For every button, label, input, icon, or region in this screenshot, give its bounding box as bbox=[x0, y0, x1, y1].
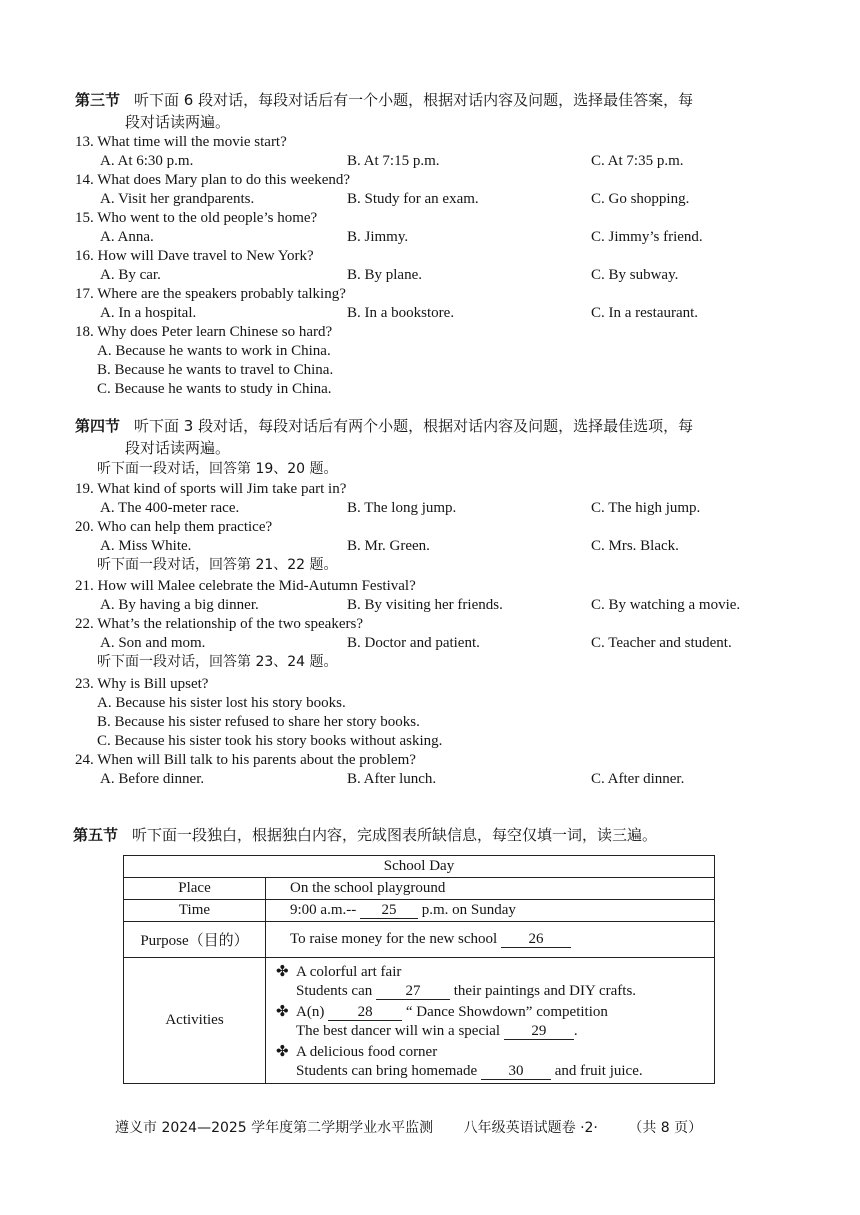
section3-instruction bbox=[75, 89, 795, 133]
q20-option-a: A. Miss White. bbox=[100, 538, 192, 554]
q14-option-c: C. Go shopping. bbox=[591, 191, 690, 207]
question-15: 15. Who went to the old people’s home? bbox=[75, 210, 318, 226]
section3-label: 第三节 bbox=[75, 91, 121, 109]
q18-option-b: B. Because he wants to travel to China. bbox=[97, 362, 334, 378]
question-20: 20. Who can help them practice? bbox=[75, 519, 273, 535]
q20-option-c: C. Mrs. Black. bbox=[591, 538, 679, 554]
blank-26[interactable]: 26 bbox=[501, 931, 571, 948]
q22-option-a: A. Son and mom. bbox=[100, 635, 206, 651]
section4-label: 第四节 bbox=[75, 417, 121, 435]
bullet-icon: ✤ bbox=[276, 1041, 289, 1060]
section4-sub3: 听下面一段对话，回答第 23、24 题。 bbox=[97, 654, 338, 670]
footer-paper-page: 八年级英语试题卷 ·2· bbox=[463, 1120, 598, 1136]
activity2-post: “ Dance Showdown” competition bbox=[405, 1003, 608, 1020]
question-19: 19. What kind of sports will Jim take part in? bbox=[75, 481, 347, 497]
question-14: 14. What does Mary plan to do this weekend? bbox=[75, 172, 351, 188]
q19-option-c: C. The high jump. bbox=[591, 500, 701, 516]
section5-instruction bbox=[73, 824, 813, 846]
activity2-pre: A(n) bbox=[296, 1003, 325, 1020]
q19-option-b: B. The long jump. bbox=[347, 500, 457, 516]
page-footer bbox=[115, 1117, 728, 1137]
q13-option-a: A. At 6:30 p.m. bbox=[100, 153, 194, 169]
q23-option-b: B. Because his sister refused to share her story books. bbox=[97, 714, 420, 730]
q22-option-c: C. Teacher and student. bbox=[591, 635, 732, 651]
table-title: School Day bbox=[124, 856, 715, 878]
q15-option-c: C. Jimmy’s friend. bbox=[591, 229, 703, 245]
q17-option-a: A. In a hospital. bbox=[100, 305, 197, 321]
question-18: 18. Why does Peter learn Chinese so hard? bbox=[75, 324, 333, 340]
blank-30[interactable]: 30 bbox=[481, 1063, 551, 1080]
bullet-icon: ✤ bbox=[276, 1001, 289, 1020]
section4-instruction-line1: 听下面 3 段对话，每段对话后有两个小题，根据对话内容及问题，选择最佳选项，每 bbox=[134, 417, 694, 435]
q24-option-c: C. After dinner. bbox=[591, 771, 685, 787]
activity2-line2-pre: The best dancer will win a special bbox=[296, 1022, 501, 1039]
school-day-table bbox=[123, 855, 715, 1084]
place-value: On the school playground bbox=[266, 878, 715, 900]
q21-option-c: C. By watching a movie. bbox=[591, 597, 741, 613]
q18-option-a: A. Because he wants to work in China. bbox=[97, 343, 331, 359]
activity3-pre: Students can bring homemade bbox=[296, 1062, 478, 1079]
section3-instruction-line1: 听下面 6 段对话，每段对话后有一个小题，根据对话内容及问题，选择最佳答案，每 bbox=[134, 91, 694, 109]
section5-instruction-text: 听下面一段独白，根据独白内容，完成图表所缺信息，每空仅填一词，读三遍。 bbox=[132, 826, 658, 844]
q17-option-c: C. In a restaurant. bbox=[591, 305, 699, 321]
footer-total-pages: （共 8 页） bbox=[628, 1120, 703, 1136]
q15-option-b: B. Jimmy. bbox=[347, 229, 409, 245]
section4-sub2: 听下面一段对话，回答第 21、22 题。 bbox=[97, 557, 338, 573]
time-label: Time bbox=[124, 900, 266, 922]
activity2-line2-post: . bbox=[573, 1022, 578, 1039]
activity1-title: A colorful art fair bbox=[296, 963, 402, 980]
time-value bbox=[266, 900, 715, 922]
section5-label: 第五节 bbox=[73, 826, 119, 844]
q24-option-a: A. Before dinner. bbox=[100, 771, 205, 787]
activities-list bbox=[266, 958, 715, 1084]
section4-instruction-line2: 段对话读两遍。 bbox=[125, 439, 231, 457]
section3-instruction-line2: 段对话读两遍。 bbox=[125, 113, 231, 131]
q13-option-c: C. At 7:35 p.m. bbox=[591, 153, 684, 169]
q24-option-b: B. After lunch. bbox=[347, 771, 437, 787]
activity1-pre: Students can bbox=[296, 982, 373, 999]
q16-option-a: A. By car. bbox=[100, 267, 161, 283]
question-22: 22. What’s the relationship of the two speakers? bbox=[75, 616, 363, 632]
time-end: p.m. on Sunday bbox=[421, 902, 516, 918]
q21-option-a: A. By having a big dinner. bbox=[100, 597, 259, 613]
blank-29[interactable]: 29 bbox=[504, 1023, 574, 1040]
purpose-text: To raise money for the new school bbox=[290, 931, 498, 947]
section4-instruction bbox=[75, 415, 795, 459]
question-24: 24. When will Bill talk to his parents about the problem? bbox=[75, 752, 416, 768]
blank-25[interactable]: 25 bbox=[360, 902, 418, 919]
activity3-title: A delicious food corner bbox=[296, 1043, 438, 1060]
q13-option-b: B. At 7:15 p.m. bbox=[347, 153, 440, 169]
question-23: 23. Why is Bill upset? bbox=[75, 676, 209, 692]
purpose-label: Purpose（目的） bbox=[124, 922, 266, 958]
q22-option-b: B. Doctor and patient. bbox=[347, 635, 480, 651]
question-21: 21. How will Malee celebrate the Mid-Autumn Festival? bbox=[75, 578, 416, 594]
time-start: 9:00 a.m.-- bbox=[290, 902, 357, 918]
q18-option-c: C. Because he wants to study in China. bbox=[97, 381, 332, 397]
purpose-value bbox=[266, 922, 715, 958]
section4-sub1: 听下面一段对话，回答第 19、20 题。 bbox=[97, 461, 338, 477]
q15-option-a: A. Anna. bbox=[100, 229, 154, 245]
q14-option-b: B. Study for an exam. bbox=[347, 191, 479, 207]
q17-option-b: B. In a bookstore. bbox=[347, 305, 455, 321]
blank-28[interactable]: 28 bbox=[328, 1004, 402, 1021]
q16-option-b: B. By plane. bbox=[347, 267, 422, 283]
footer-exam-name: 遵义市 2024—2025 学年度第二学期学业水平监测 bbox=[115, 1120, 434, 1136]
activity3-post: and fruit juice. bbox=[554, 1062, 643, 1079]
q20-option-b: B. Mr. Green. bbox=[347, 538, 430, 554]
activity1-post: their paintings and DIY crafts. bbox=[453, 982, 637, 999]
q23-option-c: C. Because his sister took his story books without asking. bbox=[97, 733, 443, 749]
question-16: 16. How will Dave travel to New York? bbox=[75, 248, 314, 264]
q19-option-a: A. The 400-meter race. bbox=[100, 500, 240, 516]
activities-label: Activities bbox=[124, 958, 266, 1084]
q16-option-c: C. By subway. bbox=[591, 267, 679, 283]
place-label: Place bbox=[124, 878, 266, 900]
bullet-icon: ✤ bbox=[276, 961, 289, 980]
question-17: 17. Where are the speakers probably talking? bbox=[75, 286, 346, 302]
blank-27[interactable]: 27 bbox=[376, 983, 450, 1000]
question-13: 13. What time will the movie start? bbox=[75, 134, 287, 150]
q23-option-a: A. Because his sister lost his story books. bbox=[97, 695, 346, 711]
q21-option-b: B. By visiting her friends. bbox=[347, 597, 503, 613]
q14-option-a: A. Visit her grandparents. bbox=[100, 191, 255, 207]
